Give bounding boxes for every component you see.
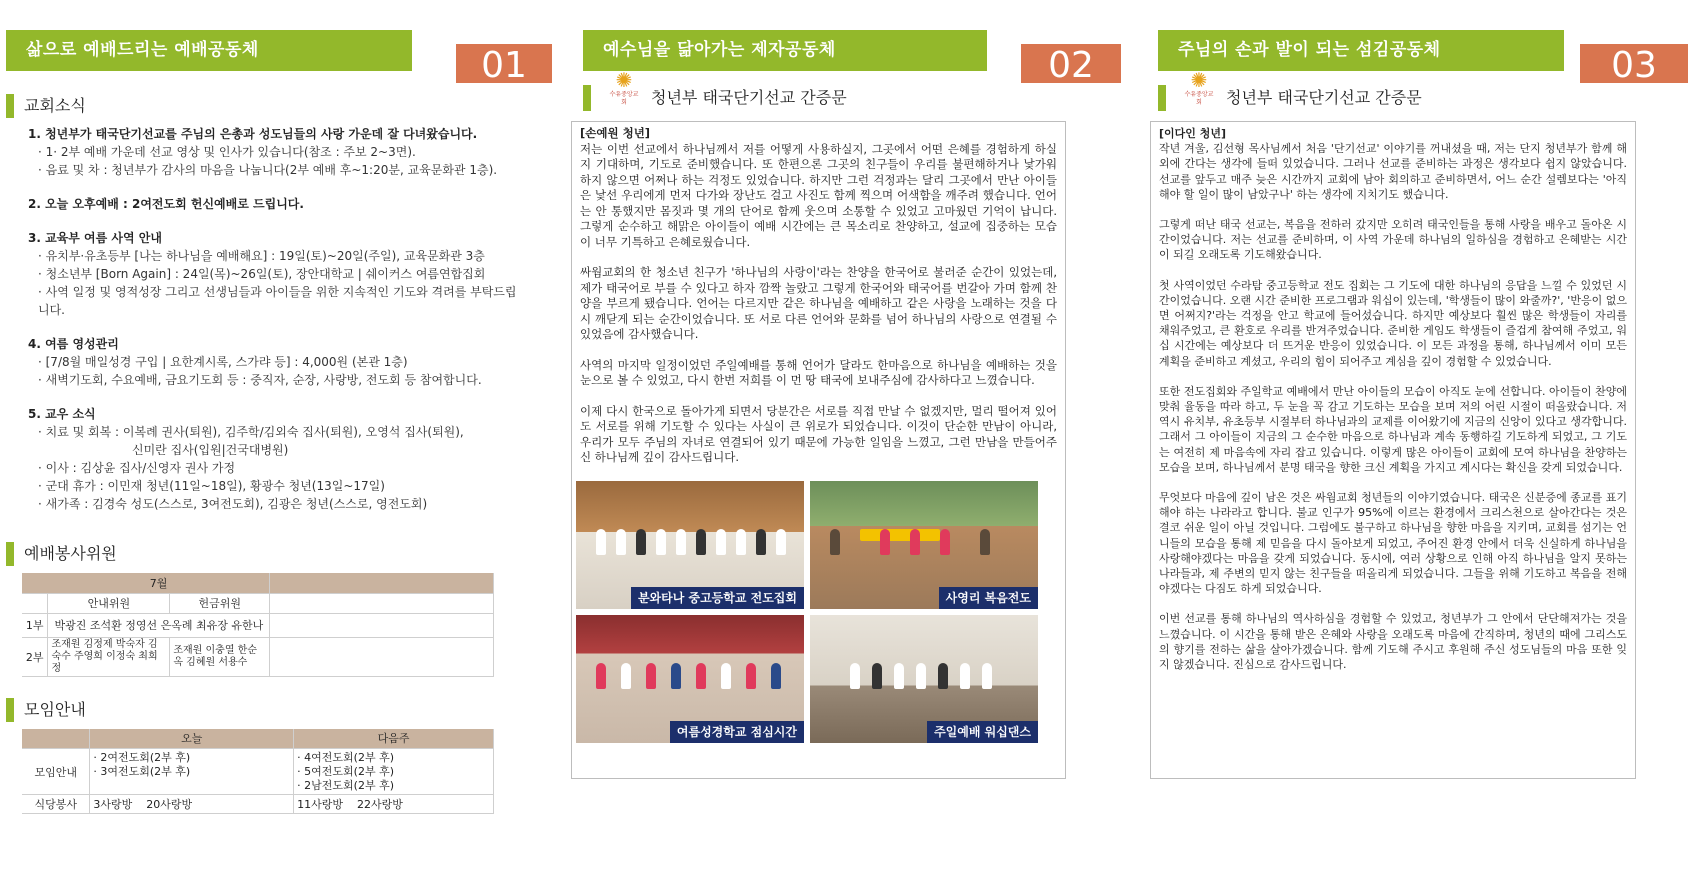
volunteer-col-offering: 헌금위원 (170, 593, 270, 613)
volunteer-title: 예배봉사위원 (24, 544, 117, 563)
testimony-box (571, 121, 1066, 779)
news-item-line: · 이사 : 김상윤 집사/신영자 권사 가정 (38, 461, 236, 475)
photo-vbs-lunch (576, 615, 804, 743)
testimony-paragraph: 무엇보다 마음에 깊이 남은 것은 싸웜교회 청년들의 이야기였습니다. 태국은 신분증에 종교를 표기해야 하는 나라라고 합니다. 불교 인구가 95%에 이르는 환경에서 크리스천으로 살아간다는 것은 결코 쉬운 일이 아닐 것입니다. 그럼에도 불구하고 하나님을 향한 마음을 지키며, 교회를 섬기는 언니들의 모습을 통해 제 믿음을 다시 돌아보게 되었고, 주어진 환경 안에서 더욱 신실하게 하나님을 사랑해야겠다는 마음을 갖게 되었습니다. 동시에, 여러 상황으로 인해 아직 하나님을 알지 못하는 나라들과, 제 주변의 믿지 않는 친구들을 떠올리게 되었습니다. 그들을 위해 기도하고 복음을 전해야겠다는 다짐도 하게 되었습니다. (1159, 491, 1627, 596)
testimony-paragraph: 사역의 마지막 일정이었던 주일예배를 통해 언어가 달라도 한마음으로 하나님을 예배하는 것을 눈으로 볼 수 있었고, 다시 한번 저희를 이 먼 땅 태국에 보내주심에 감사하다고 느꼈습니다. (580, 357, 1057, 387)
photo-caption: 주일예배 워십댄스 (927, 721, 1038, 743)
photo-figures (810, 529, 1038, 589)
band-title: 주님의 손과 발이 되는 섬김공동체 (1158, 30, 1564, 71)
sun-icon: ✺ (1190, 68, 1208, 92)
news-item-line: · 군대 휴가 : 이민재 청년(11일~18일), 황광수 청년(13일~17일) (38, 479, 385, 493)
news-item-line: · 새벽기도회, 수요예배, 금요기도회 등 : 중직자, 순장, 사랑방, 전도회 등 참여합니다. (38, 373, 482, 387)
column-service (1158, 30, 1698, 779)
photo-caption: 여름성경학교 점심시간 (670, 721, 804, 743)
news-heading (6, 91, 552, 121)
photo-figures (810, 663, 1038, 723)
heading-bar (6, 698, 14, 722)
volunteer-table (22, 573, 494, 677)
photo-worship-dance (810, 615, 1038, 743)
news-title: 교회소식 (24, 96, 86, 115)
band-number: 02 (1021, 44, 1121, 83)
meeting-item: · 3여전도회(2부 후) (93, 765, 191, 778)
meeting-item: · 2남전도회(2부 후) (297, 779, 394, 792)
testimony-paragraph: 싸웜교회의 한 청소년 친구가 '하나님의 사랑이'라는 찬양을 한국어로 불러준 순간이 있었는데, 제가 태국어로 부를 수 있다고 하자 깜짝 놀랐고 그렇게 한국어와 태국어를 번갈아 가며 함께 찬양을 부르게 됐습니다. 언어는 다르지만 같은 하나님을 예배하고 같은 사랑을 노래하는 것을 다시 깨닫게 되는 순간이었습니다. 또 서로 다른 언어와 문화를 넘어 하나님의 사랑으로 연결될 수 있었음에 감사했습니다. (580, 265, 1057, 341)
volunteer-col-guide: 안내위원 (48, 593, 170, 613)
heading-bar (6, 542, 14, 566)
news-item-head: 3. 교육부 여름 사역 안내 (28, 231, 162, 245)
news-item-line: · 유치부·유초등부 [나는 하나님을 예배해요] : 19일(토)~20일(주일), 교육문화관 3층 (38, 249, 485, 263)
photo-gospel-sharing (810, 481, 1038, 609)
band-number: 03 (1580, 44, 1688, 83)
news-item-head: 1. 청년부가 태국단기선교를 주님의 은총과 성도님들의 사랑 가운데 잘 다녀왔습니다. (28, 127, 478, 141)
church-logo (609, 69, 639, 105)
testimony-paragraph: 또한 전도집회와 주일학교 예배에서 만난 아이들의 모습이 아직도 눈에 선합니다. 아이들이 찬양에 맞춰 율동을 따라 하고, 두 눈을 꼭 감고 기도하는 모습을 보며 저의 어린 시절이 떠올랐습니다. 저 역시 유치부, 유초등부 시절부터 하나님과의 교제를 이어왔기에 지금의 신앙이 있다고 생각합니다. 그래서 그 아이들이 지금의 그 순수한 마음으로 하나님과 계속 동행하길 기도하게 되었고, 그 기도는 여전히 제 마음속에 자리 잡고 있습니다. 이렇게 많은 아이들이 교회에 모여 하나님을 찬양하는 모습을 보며, 하나님께서 분명 태국을 향한 크신 계획을 가지고 계시다는 확신을 갖게 되었습니다. (1159, 384, 1627, 474)
meeting-heading (6, 695, 552, 725)
volunteer-heading (6, 539, 552, 569)
testimony-author: [이다인 청년] (1159, 127, 1227, 140)
news-item-head: 2. 오늘 오후예배 : 2여전도회 헌신예배로 드립니다. (28, 197, 304, 211)
photo-figures (576, 529, 804, 589)
meeting-item: · 2여전도회(2부 후) (93, 751, 191, 764)
testimony-paragraph: 그렇게 떠난 태국 선교는, 복음을 전하러 갔지만 오히려 태국인들을 통해 사랑을 배우고 돌아온 시간이었습니다. 저는 선교를 준비하며, 이 사역 가운데 하나님의 일하심을 경험하고 은혜받는 시간이 되길 오래도록 기도해왔습니다. (1159, 218, 1627, 262)
meeting-today-serve: 3사랑방 20사랑방 (90, 795, 294, 814)
sun-icon: ✺ (615, 68, 633, 92)
meeting-table (22, 729, 494, 815)
volunteer-row-label: 2부 (22, 637, 48, 676)
logo-text: 수유중앙교회 (609, 91, 639, 106)
testimony-title: 청년부 태국단기선교 간증문 (1226, 88, 1422, 107)
meeting-title: 모임안내 (24, 699, 86, 719)
photo-grid (580, 481, 1057, 745)
volunteer-row-label: 1부 (22, 613, 48, 637)
meeting-row-label: 식당봉사 (22, 795, 90, 814)
photo-school-rally (576, 481, 804, 609)
testimony-paragraph: 이번 선교를 통해 하나님의 역사하심을 경험할 수 있었고, 청년부가 그 안에서 단단해져가는 것을 느꼈습니다. 이 시간을 통해 받은 은혜와 사랑을 오래도록 마음에 간직하며, 청년의 때에 그리스도의 향기를 전하는 삶을 살아가겠습니다. 함께 기도해 주시고 후원해 주신 성도님들의 마음 또한 잊지 않겠습니다. 진심으로 감사드립니다. (1159, 612, 1627, 672)
section-band-01 (6, 30, 552, 86)
heading-bar (583, 85, 591, 111)
meeting-next-serve: 11사랑방 22사랑방 (294, 795, 494, 814)
news-item-line: 신미란 집사(입원|건국대병원) (132, 443, 289, 457)
meeting-col-next: 다음주 (294, 729, 494, 749)
band-title: 삶으로 예배드리는 예배공동체 (6, 30, 412, 71)
meeting-item: · 5여전도회(2부 후) (297, 765, 394, 778)
news-item-line: · 1· 2부 예배 가운데 선교 영상 및 인사가 있습니다(참조 : 주보 2~3면). (38, 145, 416, 159)
photo-caption: 사영리 복음전도 (939, 587, 1038, 609)
news-item-line: · [7/8월 매일성경 구입 | 요한계시록, 스가랴 등] : 4,000원 (본관 1층) (38, 355, 408, 369)
meeting-col-today: 오늘 (90, 729, 294, 749)
testimony-paragraph: 첫 사역이었던 수라탐 중고등학교 전도 집회는 그 기도에 대한 하나님의 응답을 느낄 수 있었던 시간이었습니다. 오랜 시간 준비한 프로그램과 워십이 있는데, '학생들이 많이 와줄까?', '반응이 없으면 어쩌지?'라는 걱정을 안고 학교에 들어섰습니다. 하지만 예상보다 훨씬 많은 학생들이 자리를 채워주었고, 큰 환호로 우리를 반겨주었습니다. 준비한 게임도 학생들이 즐겁게 참여해 주었고, 워십 시간에는 예상보다 더 뜨거운 반응이 있었습니다. 이 모든 과정을 통해, 하나님께서 이미 모든 계획을 준비하고 계셨고, 우리의 힘이 되어주고 계심을 깊이 경험할 수 있었습니다. (1159, 278, 1627, 368)
news-item-line: · 사역 일정 및 영적성장 그리고 선생님들과 아이들을 위한 지속적인 기도와 격려를 부탁드립니다. (38, 285, 517, 317)
testimony-author: [손예원 청년] (580, 126, 651, 140)
column-worship (6, 30, 552, 814)
testimony-paragraph: 이제 다시 한국으로 돌아가게 되면서 당분간은 서로를 직접 만날 수 없겠지만, 멀리 떨어져 있어도 서로를 위해 기도할 수 있다는 사실이 큰 위로가 되었습니다. 이것이 단순한 만남이 아니라, 우리가 모두 주님의 자녀로 연결되어 있기 때문에 가능한 일임을 느꼈고, 그런 만남을 만들어주신 하나님께 깊이 감사드립니다. (580, 403, 1057, 464)
meeting-today-list (90, 749, 294, 795)
volunteer-row-names: 박광진 조석환 정영선 은옥례 최유장 유한나 (48, 613, 270, 637)
testimony-header (583, 69, 1121, 121)
photo-figures (576, 663, 804, 723)
news-item-line: · 음료 및 차 : 청년부가 감사의 마음을 나눕니다(2부 예배 후~1:20분, 교육문화관 1층). (38, 163, 498, 177)
testimony-box (1150, 121, 1636, 779)
church-logo (1184, 69, 1214, 105)
news-item-line: · 치료 및 회복 : 이복례 권사(퇴원), 김주학/김외숙 집사(퇴원), 오영석 집사(퇴원), (38, 425, 464, 439)
photo-caption: 분와타나 중고등학교 전도집회 (631, 587, 804, 609)
logo-text: 수유중앙교회 (1184, 91, 1214, 106)
testimony-paragraph: 저는 이번 선교에서 하나님께서 저를 어떻게 사용하실지, 그곳에서 어떤 은혜를 경험하게 하실지 기대하며, 기도로 준비했습니다. 또 한편으론 그곳의 친구들이 우리를 불편해하거나 낯가워하지 않으면 어쩌나 하는 걱정도 있었습니다. 하지만 그런 걱정과는 달리 그곳에서 만난 아이들은 낯선 우리에게 먼저 다가와 장난도 걸고 사진도 함께 찍으며 어색함을 깨주려 했습니다. 언어는 안 통했지만 몸짓과 몇 개의 단어로 함께 웃으며 소통할 수 있었고 고마웠던 기억이 납니다. 그렇게 순수하고 해맑은 아이들이 예배 시간에는 큰 목소리로 찬양하고, 설교에 집중하는 모습이 너무 기특하고 은혜로웠습니다. (580, 141, 1057, 249)
meeting-next-list (294, 749, 494, 795)
testimony-title: 청년부 태국단기선교 간증문 (651, 88, 847, 107)
meeting-row-label: 모임안내 (22, 749, 90, 795)
news-item-head: 5. 교우 소식 (28, 407, 96, 421)
heading-bar (1158, 85, 1166, 111)
volunteer-month: 7월 (48, 573, 270, 593)
volunteer-row-names: 조재원 김정제 박숙자 김숙수 주영희 이정숙 최희정 (48, 637, 170, 676)
column-disciples (580, 30, 1121, 779)
volunteer-row-names: 조재원 이충열 한순옥 김혜원 서용수 (170, 637, 270, 676)
band-title: 예수님을 닮아가는 제자공동체 (583, 30, 987, 71)
heading-bar (6, 94, 14, 118)
testimony-paragraph: 작년 겨울, 김선형 목사님께서 처음 '단기선교' 이야기를 꺼내셨을 때, 저는 단지 청년부가 함께 해외에 간다는 생각에 들떠 있었습니다. 그러나 선교를 준비하는 과정은 생각보다 쉽지 않았습니다. 선교를 앞두고 매주 늦은 시간까지 교회에 남아 회의하고 준비하면서, 어느 순간 설렘보다는 '아직 해야 할 일이 많이 남았구나' 하는 생각에 지치기도 했습니다. (1159, 142, 1627, 201)
testimony-header (1158, 69, 1698, 121)
news-item-head: 4. 여름 영성관리 (28, 337, 119, 351)
band-number: 01 (456, 44, 552, 83)
news-item-line: · 청소년부 [Born Again] : 24일(목)~26일(토), 장안대학교 | 쉐이커스 여름연합집회 (38, 267, 486, 281)
news-list (6, 125, 552, 513)
meeting-item: · 4여전도회(2부 후) (297, 751, 394, 764)
news-item-line: · 새가족 : 김경숙 성도(스스로, 3여전도회), 김광은 청년(스스로, 영전도회) (38, 497, 428, 511)
